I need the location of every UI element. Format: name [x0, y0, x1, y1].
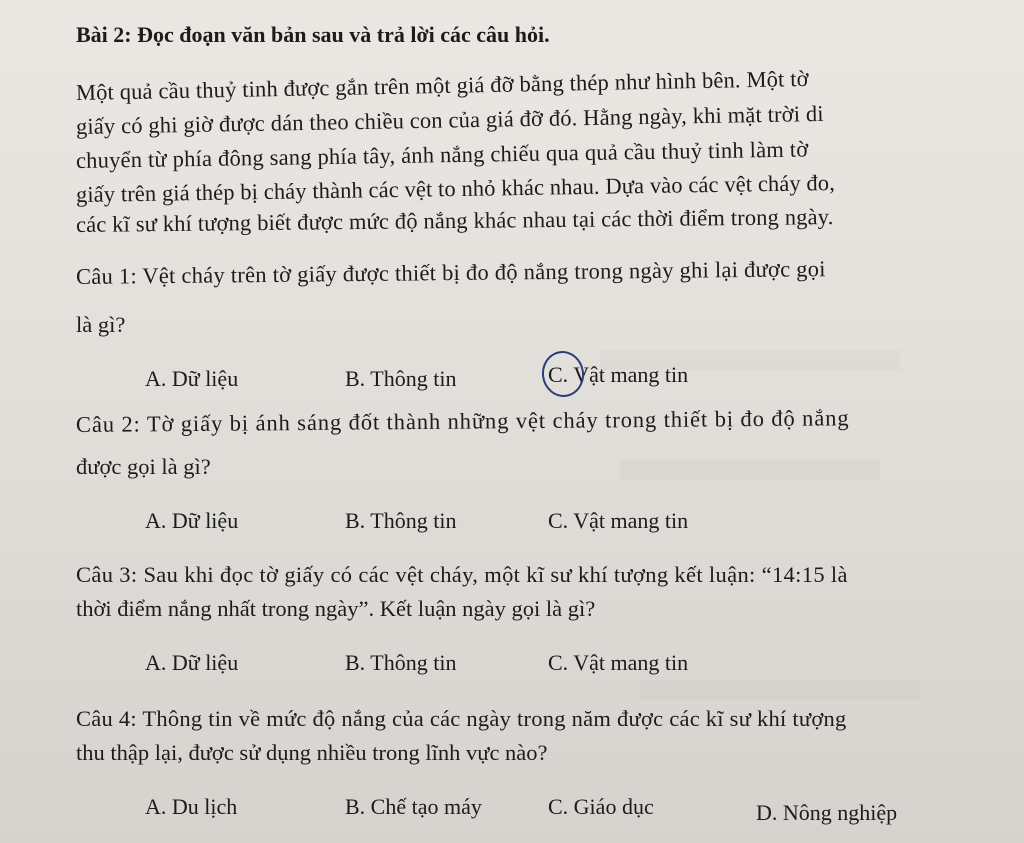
question-4-line-1: Câu 4: Thông tin về mức độ nắng của các ngày trong năm được các kĩ sư khí tượng — [76, 706, 847, 731]
question-3-option-b[interactable]: B. Thông tin — [345, 650, 457, 675]
passage-line-1: Một quả cầu thuỷ tinh được gắn trên một giá đỡ bằng thép như hình bên. Một tờ — [75, 65, 809, 105]
question-1-option-c[interactable]: C. Vật mang tin — [548, 362, 689, 387]
bleed-through-3 — [640, 680, 920, 700]
question-2-line-2: được gọi là gì? — [76, 454, 211, 479]
question-2-line-1: Câu 2: Tờ giấy bị ánh sáng đốt thành những vệt cháy trong thiết bị đo độ nắng — [75, 405, 850, 437]
question-1-option-a[interactable]: A. Dữ liệu — [145, 366, 239, 391]
question-4-option-d[interactable]: D. Nông nghiệp — [756, 800, 898, 825]
passage-line-4: giấy trên giá thép bị cháy thành các vệt to nhỏ khác nhau. Dựa vào các vệt cháy đo, — [75, 170, 836, 207]
bleed-through-2 — [620, 460, 880, 480]
question-4-option-a[interactable]: A. Du lịch — [145, 794, 238, 819]
question-1-line-1: Câu 1: Vệt cháy trên tờ giấy được thiết bị đo độ nắng trong ngày ghi lại được gọi — [75, 256, 826, 289]
question-3-line-1: Câu 3: Sau khi đọc tờ giấy có các vệt cháy, một kĩ sư khí tượng kết luận: “14:15 là — [76, 562, 848, 587]
question-4-line-2: thu thập lại, được sử dụng nhiều trong lĩnh vực nào? — [76, 740, 548, 765]
question-2-option-a[interactable]: A. Dữ liệu — [145, 508, 239, 533]
question-4-option-c[interactable]: C. Giáo dục — [548, 794, 654, 819]
passage-line-2: giấy có ghi giờ được dán theo chiều con của giá đỡ đó. Hằng ngày, khi mặt trời di — [75, 100, 824, 139]
question-2-option-b[interactable]: B. Thông tin — [345, 508, 457, 533]
question-3-line-2: thời điểm nắng nhất trong ngày”. Kết luận ngày gọi là gì? — [76, 596, 596, 621]
exercise-title: Bài 2: Đọc đoạn văn bản sau và trả lời các câu hỏi. — [76, 22, 550, 47]
question-3-option-a[interactable]: A. Dữ liệu — [145, 650, 239, 675]
passage-line-5: các kĩ sư khí tượng biết được mức độ nắng khác nhau tại các thời điểm trong ngày. — [75, 204, 834, 237]
question-2-option-c[interactable]: C. Vật mang tin — [548, 508, 689, 533]
question-1-option-b[interactable]: B. Thông tin — [345, 366, 457, 391]
question-4-option-b[interactable]: B. Chế tạo máy — [345, 794, 482, 819]
answer-circle-mark — [539, 348, 587, 399]
question-1-line-2: là gì? — [76, 312, 126, 337]
question-3-option-c[interactable]: C. Vật mang tin — [548, 650, 689, 675]
passage-line-3: chuyển từ phía đông sang phía tây, ánh nắng chiếu qua quả cầu thuỷ tinh làm tờ — [75, 136, 809, 173]
